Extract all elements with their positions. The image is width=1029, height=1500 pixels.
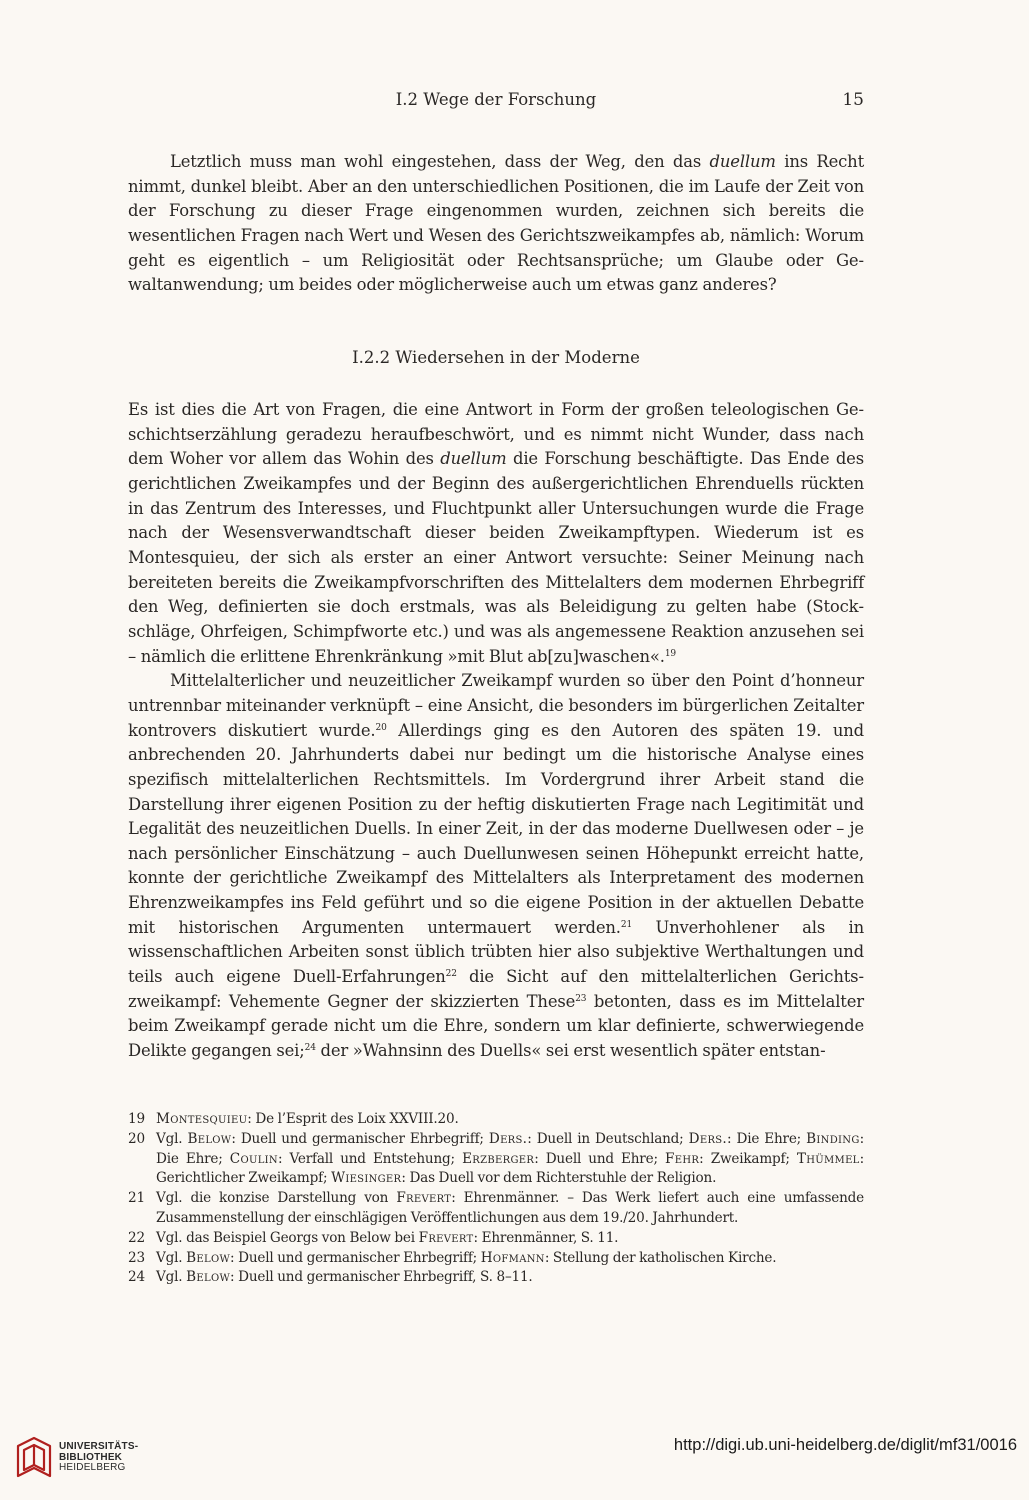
footnote-segment: : De l’Esprit des Loix XXVIII.20.: [247, 1111, 459, 1127]
footnote-author: Erzberger: [462, 1150, 535, 1167]
footnote-item: [128, 1110, 864, 1130]
footnote-item: [128, 1268, 864, 1288]
footnote-text: [156, 1268, 864, 1288]
footnote-item: [128, 1229, 864, 1249]
section-heading: I.2.2 Wiedersehen in der Moderne: [352, 348, 640, 367]
paragraph-3-text-a: Mittelalterlicher und neuzeitlicher Zweikampf wurden so über den Point d’honneur untrennbar miteinander verknüpft – eine Ansicht, die besonders im bürgerlichen Zeitalter kontrovers diskutiert wurde.: [128, 671, 864, 740]
footnote-segment: Vgl.: [156, 1130, 188, 1147]
footnote-text: [156, 1130, 864, 1189]
footnote-segment: : Duell und germanischer Ehrbegriff;: [230, 1249, 481, 1266]
permalink-url[interactable]: http://digi.ub.uni-heidelberg.de/diglit/mf31/0016: [673, 1436, 1017, 1454]
paragraph-1-italic-duellum: duellum: [709, 152, 776, 171]
footnote-segment: : Verfall und Entstehung;: [277, 1150, 463, 1167]
footnote-segment: : Duell und Ehre;: [534, 1150, 665, 1167]
paragraph-3-text-e: betonten, dass es im Mittelalter beim Zweikampf gerade nicht um die Ehre, sondern um klar definierte, schwerwiegende Delikte gegangen sei;: [128, 991, 864, 1061]
footnote-author: Ders.: [488, 1130, 528, 1147]
paragraph-1: [128, 150, 864, 298]
paragraph-3-text-c: Unverhohlener als in wissenschaftlichen Arbeiten sonst üblich trübten hier also subjektive Werthaltungen und teils auch eigene Duell-Erfahrungen: [128, 917, 864, 987]
footnote-item: [128, 1189, 864, 1229]
footnote-segment: : Duell und germanischer Ehrbegriff;: [231, 1130, 489, 1147]
footnote-number: 20: [128, 1130, 145, 1147]
footnote-ref-21[interactable]: 21: [620, 919, 633, 930]
footnote-segment: Vgl. das Beispiel Georgs von Below bei: [156, 1229, 419, 1246]
footnote-segment: : Duell in Deutschland;: [527, 1130, 689, 1147]
footnote-author: Frevert: [396, 1190, 452, 1207]
library-logo[interactable]: [12, 1432, 162, 1482]
footnote-segment: : Zweikampf;: [699, 1150, 797, 1167]
paragraph-3: [128, 669, 864, 1064]
footnote-author: Frevert: [418, 1229, 474, 1246]
footnote-segment: : Gerichtlicher Zweikampf;: [156, 1150, 864, 1187]
footnote-ref-23[interactable]: 23: [575, 993, 587, 1004]
footnote-author: Below: [187, 1130, 232, 1147]
footnote-author: Binding: [806, 1130, 860, 1147]
logo-line-1: UNIVERSITÄTS-: [59, 1441, 139, 1452]
footnote-author: Thümmel: [796, 1150, 860, 1167]
footnote-author: Ders.: [688, 1130, 728, 1147]
page-number: 15: [842, 90, 864, 110]
footnote-text: [156, 1110, 864, 1130]
footnote-author: Wiesinger: [331, 1170, 402, 1187]
footnote-text: [156, 1189, 864, 1229]
footnote-segment: Vgl.: [156, 1269, 187, 1286]
running-header: [128, 90, 864, 114]
library-emblem-icon: [12, 1432, 56, 1482]
paragraph-1-text-b: ins Recht nimmt, dunkel bleibt. Aber an den unterschiedlichen Positionen, die im Laufe der Zeit von der Forschung zu dieser Frage eingenommen wurden, zeichnen sich bereits die wesentlichen Fragen nach Wert und Wesen des Gerichtszweikampfes ab, nämlich: Worum geht es eigentlich – um Religiosität oder Rechtsansprüche; um Glaube oder Gewaltanwendung; um beides oder möglicherweise auch um etwas ganz anderes?: [128, 152, 865, 295]
footnote-text: [156, 1229, 864, 1249]
footnote-segment: : Das Duell vor dem Richterstuhle der Religion.: [401, 1170, 717, 1187]
paragraph-2-text-b: die Forschung beschäftigte. Das Ende des gerichtlichen Zweikampfes und der Beginn des außergerichtlichen Ehrenduells rückten in das Zentrum des Interesses, und Fluchtpunkt aller Untersuchungen wurde die Frage nach der Wesensverwandtschaft dieser beiden Zweikampftypen. Wiederum ist es Montesquieu, der sich als erster an einer Antwort versuchte: Seiner Meinung nach bereiteten bereits die Zweikampfvorschriften des Mittelalters dem modernen Ehrbegriff den Weg, definierten sie doch erstmals, was als Beleidigung zu gelten habe (Stockschläge, Ohrfeigen, Schimpfworte etc.) und was als angemessene Reaktion anzusehen sei – nämlich die erlittene Ehrenkränkung »mit Blut ab[zu]waschen«.: [128, 449, 864, 666]
footnote-author: Below: [186, 1269, 231, 1286]
footnote-author: Montesquieu: [156, 1111, 248, 1127]
footnote-item: [128, 1130, 864, 1189]
footnote-ref-22[interactable]: 22: [445, 969, 457, 980]
footnote-segment: : Die Ehre;: [156, 1130, 865, 1167]
footnote-ref-20[interactable]: 20: [375, 722, 387, 733]
footnote-number: 22: [128, 1229, 145, 1246]
footnote-ref-24[interactable]: 24: [304, 1043, 316, 1054]
footnote-segment: Vgl.: [156, 1249, 187, 1266]
footnote-number: 23: [128, 1249, 145, 1266]
footnote-item: [128, 1249, 864, 1269]
running-head-title: I.2 Wege der Forschung: [395, 90, 597, 109]
logo-line-2: BIBLIOTHEK: [59, 1451, 123, 1463]
footnote-author: Fehr: [664, 1150, 700, 1167]
footnote-segment: : Ehrenmänner. – Das Werk liefert auch eine umfassende Zusammenstellung der einschlägigen Veröffentlichungen aus dem 19./20. Jahrhundert.: [156, 1190, 864, 1226]
footnote-number: 21: [128, 1190, 145, 1207]
paragraph-1-text-a: Letztlich muss man wohl eingestehen, dass der Weg, den das: [170, 152, 710, 171]
paragraph-3-text-d: die Sicht auf den mittelalterlichen Gerichtszweikampf: Vehemente Gegner der skizzierten These: [128, 967, 864, 1011]
paragraph-2-text-a: Es ist dies die Art von Fragen, die eine Antwort in Form der großen teleologischen Geschichtserzählung geradezu heraufbeschwört, und es nimmt nicht Wunder, dass nach dem Woher vor allem das Wohin des: [128, 400, 864, 469]
paragraph-3-text-b: Allerdings ging es den Autoren des späten 19. und anbrechenden 20. Jahrhunderts dabei nur bedingt um die historische Analyse eines spezifisch mittelalterlichen Rechtsmittels. Im Vordergrund ihrer Arbeit stand die Darstellung ihrer eigenen Position zu der heftig diskutierten Frage nach Legitimität und Legalität des neuzeitlichen Duells. In einer Zeit, in der das moderne Duellwesen oder – je nach persönlicher Einschätzung – auch Duellunwesen seinen Höhepunkt erreicht hatte, konnte der gerichtliche Zweikampf des Mittelalters als Interpretament des modernen Ehrenzweikampfes ins Feld geführt und so die eigene Position in der aktuellen Debatte mit historischen Argumenten untermauert werden.: [128, 720, 865, 937]
footnotes-section: [128, 1110, 864, 1288]
paragraph-3-text-f: der »Wahnsinn des Duells« sei erst wesentlich später entstan-: [315, 1041, 826, 1061]
footnote-segment: : Duell und germanischer Ehrbegriff, S. 8–11.: [230, 1269, 533, 1286]
footnote-author: Below: [186, 1249, 231, 1266]
footnote-number: 19: [128, 1111, 145, 1127]
footnote-author: Coulin: [229, 1150, 278, 1167]
footnote-author: Hofmann: [480, 1249, 545, 1266]
footnote-segment: Vgl. die konzise Darstellung von: [156, 1190, 397, 1207]
footnote-segment: : Stellung der katholischen Kirche.: [544, 1249, 777, 1266]
paragraph-2: [128, 398, 864, 1064]
footnote-segment: : Die Ehre;: [727, 1130, 807, 1147]
footnote-text: [156, 1249, 864, 1269]
footnote-ref-19[interactable]: 19: [664, 648, 677, 659]
footnote-segment: : Ehrenmänner, S. 11.: [473, 1229, 619, 1246]
logo-line-3: HEIDELBERG: [59, 1462, 126, 1473]
footnote-number: 24: [128, 1269, 145, 1286]
paragraph-2-italic-duellum: duellum: [440, 449, 507, 469]
